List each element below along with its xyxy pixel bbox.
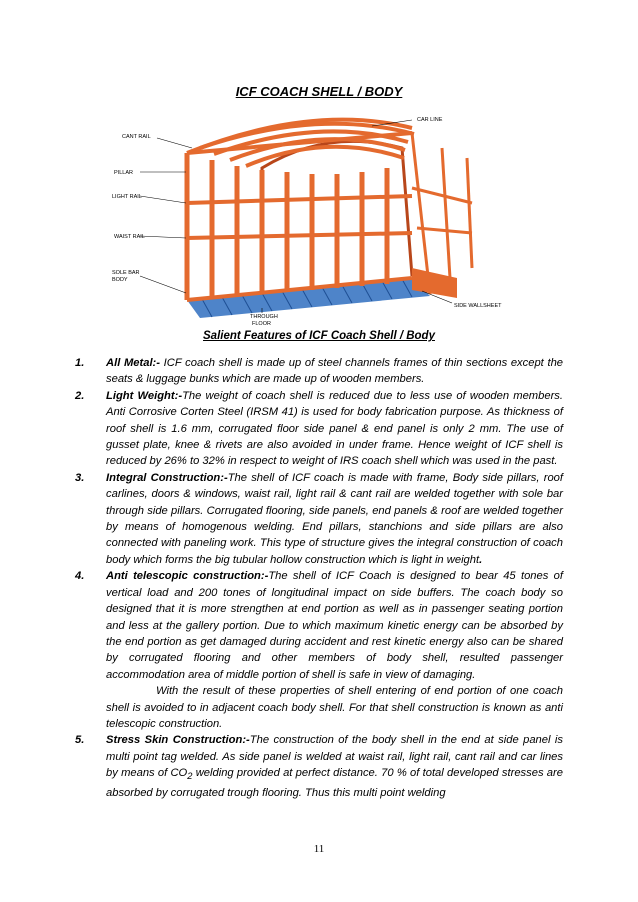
label-body: BODY bbox=[112, 277, 128, 283]
item-body bbox=[106, 388, 563, 470]
coach-shell-figure bbox=[112, 108, 532, 328]
item-text: The construction of the body shell in the end at side panel is multi point tag welded. As side panel is welded at waist rail, light rail, cant rail and car lines by means of CO bbox=[106, 734, 563, 780]
item-text: The shell of ICF Coach is designed to bear 45 tones of vertical load and 200 tones of longitudinal impact on side buffers. The coach body so designed that it is more strengthen at end portion as well as in passenger seating portion and less at the gallery portion. Due to which maximum kinetic energy can be absorbed by the end portion as get damaged during accident and rest kinetic energy also can be shared by corrugated flooring and other members of body shell, resulted passenger accommodation area of middle portion of shell is safe in view of damaging. bbox=[106, 570, 563, 681]
light-rail-line bbox=[187, 196, 412, 203]
section-subtitle: Salient Features of ICF Coach Shell / Body bbox=[203, 330, 435, 342]
item-tail: . bbox=[479, 553, 483, 566]
item-number: 1. bbox=[75, 357, 85, 369]
item-text: ICF coach shell is made up of steel channels frames of thin sections except the seats & luggage bunks which are made up of wooden members. bbox=[106, 357, 564, 386]
item-number: 4. bbox=[75, 570, 85, 583]
page-title: ICF COACH SHELL / BODY bbox=[235, 84, 403, 99]
item-text: The weight of coach shell is reduced due to less use of wooden members. Anti Corrosive Corten Steel (IRSM 41) is used for body fabrication purpose. As thickness of roof shell is 1.6 mm, corrugated floor side panel & end panel is only 2 mm. The use of gusset plate, knee & rivets are also avoided in under frame. Hence weight of ICF shell is reduced by 26% to 32% in respect to weight of IRS coach shell which was used in the past. bbox=[106, 389, 563, 468]
label-light-rail: LIGHT RAIL bbox=[112, 194, 142, 200]
item-body bbox=[106, 732, 563, 801]
label-side-wallsheet: SIDE WALLSHEET bbox=[454, 303, 502, 309]
coach-shell-diagram bbox=[112, 108, 532, 328]
list-item bbox=[75, 470, 563, 568]
item-heading: Light Weight:- bbox=[106, 389, 183, 402]
waist-rail-line bbox=[187, 233, 412, 238]
far-rail bbox=[417, 228, 472, 233]
label-through: THROUGH bbox=[250, 314, 278, 320]
list-item bbox=[75, 388, 563, 470]
feature-list bbox=[75, 355, 563, 801]
item-paragraph: With the result of these properties of shell entering of end portion of one coach shell is avoided to in adjacent coach body shell. For that shell construction is known as anti telescopic construction. bbox=[106, 685, 563, 730]
list-item bbox=[75, 732, 563, 801]
item-heading: All Metal:- bbox=[106, 357, 161, 369]
item-body bbox=[106, 568, 563, 732]
item-heading: Stress Skin Construction:- bbox=[106, 734, 250, 747]
far-pillar bbox=[467, 158, 472, 268]
label-cant-rail: CANT RAIL bbox=[122, 134, 151, 140]
label-floor: FLOOR bbox=[252, 321, 271, 327]
label-sole-bar: SOLE BAR bbox=[112, 270, 140, 276]
page-number: 11 bbox=[313, 843, 325, 855]
label-car-line: CAR LINE bbox=[417, 117, 443, 123]
item-body bbox=[106, 355, 563, 388]
item-body bbox=[106, 470, 563, 568]
label-waist-rail: WAIST RAIL bbox=[114, 234, 145, 240]
list-item bbox=[75, 568, 563, 732]
item-heading: Integral Construction:- bbox=[106, 471, 228, 484]
item-text: The shell of ICF coach is made with frame, Body side pillars, roof carlines, doors & windows, waist rail, light rail & cant rail are welded together with sole bar through side pillars. Corrugated flooring, side panels, end panels & roof are welded together by means of homogenous welding. End pillars, stanchions and side pillars are also connected with paneling work. This type of structure gives the integral construction of coach body which forms the big tubular hollow construction which is light in weight bbox=[106, 471, 563, 566]
item-number: 2. bbox=[75, 389, 85, 402]
item-number: 5. bbox=[75, 734, 85, 747]
label-pillar: PILLAR bbox=[114, 170, 133, 176]
item-heading: Anti telescopic construction:- bbox=[106, 570, 269, 583]
item-number: 3. bbox=[75, 471, 85, 484]
item-text-cont: welding provided at perfect distance. 70 % of total developed stresses are absorbed by corrugated trough flooring. Thus this multi point welding bbox=[106, 767, 563, 799]
far-pillar bbox=[442, 148, 450, 278]
list-item bbox=[75, 355, 563, 388]
item-subscript: 2 bbox=[187, 771, 193, 782]
